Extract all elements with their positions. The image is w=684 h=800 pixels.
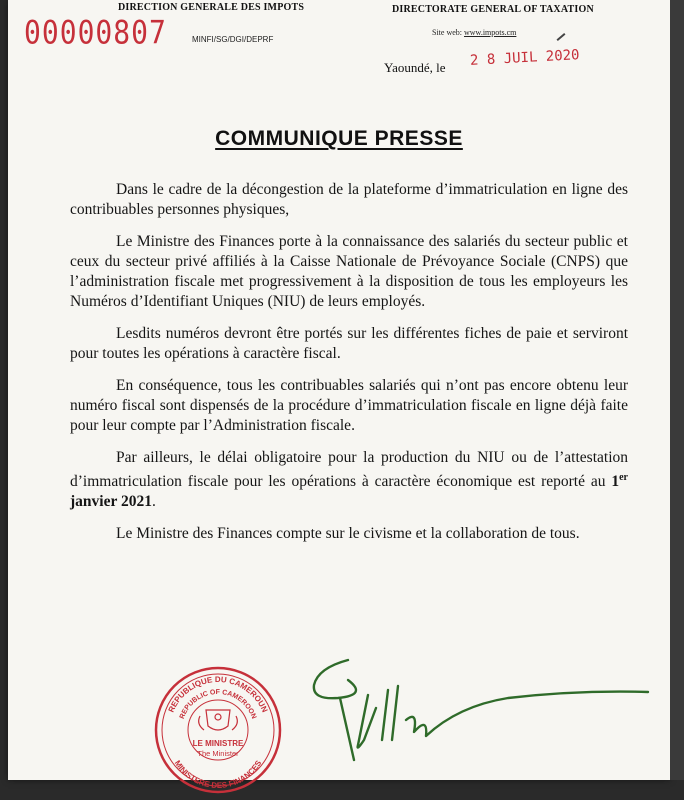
deadline-day: 1	[611, 473, 620, 491]
deadline-month-year: janvier 2021	[70, 493, 152, 511]
seal-center-en: The Minister	[197, 749, 239, 758]
paragraph: Lesdits numéros devront être portés sur les différentes fiches de paie et serviront pour toutes les opérations à caractère fiscal.	[70, 325, 628, 362]
place-label: Yaoundé, le	[384, 60, 446, 75]
paragraph: Le Ministre des Finances compte sur le civisme et la collaboration de tous.	[116, 525, 580, 543]
header-left-org: DIRECTION GENERALE DES IMPOTS	[118, 2, 305, 13]
paragraph-end: .	[151, 493, 156, 511]
reference-number-stamp: 00000807	[24, 13, 167, 52]
paragraph-text: Par ailleurs, le délai obligatoire pour la production du NIU ou de l’attestation d’immatriculation fiscale pour les opérations à caractère économique est reporté au	[70, 449, 628, 491]
handwritten-mark	[557, 33, 566, 41]
website-line	[432, 28, 516, 37]
seal-ring-text-bottom: MINISTERE DES FINANCES	[172, 758, 264, 791]
document-title	[8, 127, 670, 151]
header-right-org: DIRECTORATE GENERAL OF TAXATION	[392, 4, 594, 15]
website-url: www.impots.cm	[464, 28, 517, 37]
document-body	[70, 180, 628, 544]
paragraph: Dans le cadre de la décongestion de la plateforme d’immatriculation en ligne des contribuables personnes physiques,	[70, 181, 628, 218]
date-stamp: 2 8 JUIL 2020	[469, 47, 580, 69]
paragraph: Le Ministre des Finances porte à la connaissance des salariés du secteur public et ceux du secteur privé affiliés à la Caisse Nationale de Prévoyance Sociale (CNPS) que l’administration fiscale met progressivement à la disposition de tous les employeurs les Numéros d’Identifiant Uniques (NIU) de leurs employés.	[70, 233, 628, 310]
paragraph: En conséquence, tous les contribuables salariés qui n’ont pas encore obtenu leur numéro fiscal sont dispensés de la procédure d’immatriculation fiscale en ligne déjà faite pour leur compte par l’Administration fiscale.	[70, 377, 628, 434]
document-page	[8, 0, 670, 791]
seal-center-fr: LE MINISTRE	[192, 739, 244, 748]
reference-code: MINFI/SG/DGI/DEPRF	[192, 35, 274, 44]
seal-ring-text-inner: REPUBLIC OF CAMEROON	[178, 688, 258, 720]
ministry-seal-stamp	[148, 660, 288, 800]
seal-ring-text-top: REPUBLIQUE DU CAMEROUN	[166, 674, 270, 714]
paragraph	[70, 448, 628, 512]
coat-of-arms-icon	[199, 710, 238, 730]
website-label: Site web:	[432, 28, 462, 37]
scan-edge	[670, 0, 684, 780]
deadline-ordinal: er	[619, 472, 628, 483]
minister-signature	[278, 640, 658, 780]
document-title-text: COMMUNIQUE PRESSE	[215, 127, 463, 150]
